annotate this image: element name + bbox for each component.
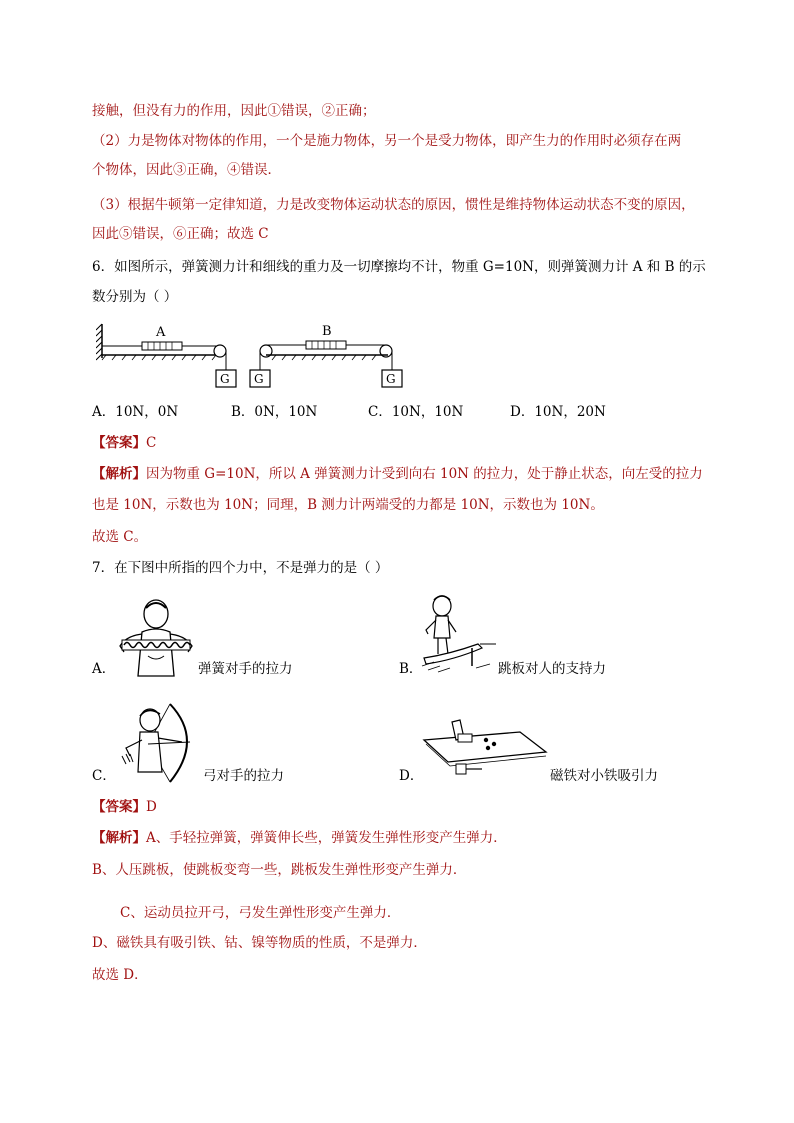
prev-analysis-line-1: 接触，但没有力的作用，因此①错误，②正确；	[92, 103, 376, 119]
weight-g-1: G	[220, 372, 230, 386]
q6-option-a[interactable]: A．10N，0N	[92, 404, 179, 420]
q7-option-b-letter[interactable]: B．	[399, 661, 423, 677]
q7-option-a-caption: 弹簧对手的拉力	[198, 661, 293, 677]
q7-option-c-caption: 弓对手的拉力	[203, 768, 284, 784]
prev-analysis-line-5: 因此⑤错误，⑥正确；故选 C	[92, 226, 269, 242]
q7-option-b-caption: 跳板对人的支持力	[498, 661, 606, 677]
q6-stem-line-1: 6．如图所示，弹簧测力计和细线的重力及一切摩擦均不计，物重 G=10N，则弹簧测力计 A 和 B 的示	[92, 259, 706, 275]
q6-stem-line-2: 数分别为（ ）	[92, 289, 178, 305]
q7-figure-d-magnet	[420, 718, 548, 778]
q7-option-a-letter[interactable]: A．	[92, 661, 116, 677]
q6-option-c[interactable]: C．10N，10N	[368, 404, 464, 420]
q6-answer	[92, 433, 156, 453]
q7-analysis-line-a	[92, 828, 507, 848]
q7-analysis-line-c: C、运动员拉开弓，弓发生弹性形变产生弹力．	[120, 905, 401, 921]
q6-answer-tag: 【答案】	[92, 435, 146, 451]
q6-conclusion: 故选 C。	[92, 529, 148, 545]
q7-analysis-text-a: A、手轻拉弹簧，弹簧伸长些，弹簧发生弹性形变产生弹力．	[146, 830, 507, 846]
q6-analysis-line-1	[92, 464, 703, 484]
q7-figure-a-spring-man	[114, 596, 198, 680]
q7-analysis-line-b: B、人压跳板，使跳板变弯一些，跳板发生弹性形变产生弹力．	[92, 862, 467, 878]
weight-g-2: G	[254, 372, 264, 386]
q6-analysis-tag: 【解析】	[92, 466, 146, 482]
q7-conclusion: 故选 D．	[92, 967, 148, 983]
q6-spring-scale-figure	[96, 318, 416, 390]
prev-analysis-line-2: （2）力是物体对物体的作用，一个是施力物体，另一个是受力物体，即产生力的作用时必须存在两	[92, 133, 682, 149]
q7-answer-tag: 【答案】	[92, 799, 146, 815]
q7-option-c-letter[interactable]: C．	[92, 768, 116, 784]
weight-g-3: G	[386, 372, 396, 386]
q7-option-d-letter[interactable]: D．	[399, 768, 424, 784]
q7-figure-c-archer	[118, 700, 202, 786]
q6-analysis-line-2: 也是 10N，示数也为 10N；同理，B 测力计两端受的力都是 10N，示数也为 10N。	[92, 497, 604, 513]
scale-a-label: A	[156, 325, 166, 340]
q7-option-d-caption: 磁铁对小铁吸引力	[550, 768, 658, 784]
q7-figure-b-diving-board	[420, 592, 498, 674]
q6-option-d[interactable]: D．10N，20N	[510, 404, 606, 420]
prev-analysis-line-4: （3）根据牛顿第一定律知道，力是改变物体运动状态的原因，惯性是维持物体运动状态不变的原因，	[92, 197, 695, 213]
q6-option-b[interactable]: B．0N，10N	[231, 404, 318, 420]
q6-answer-value: C	[146, 435, 157, 451]
q7-answer-value: D	[146, 799, 157, 815]
q7-analysis-line-d: D、磁铁具有吸引铁、钴、镍等物质的性质，不是弹力．	[92, 935, 427, 951]
q6-analysis-text-1: 因为物重 G=10N，所以 A 弹簧测力计受到向右 10N 的拉力，处于静止状态，向左受的拉力	[146, 466, 703, 482]
prev-analysis-line-3: 个物体，因此③正确，④错误．	[92, 162, 281, 178]
q7-stem: 7．在下图中所指的四个力中，不是弹力的是（ ）	[92, 560, 389, 576]
scale-b-label: B	[322, 324, 332, 339]
q7-answer	[92, 797, 157, 817]
q7-analysis-tag: 【解析】	[92, 830, 146, 846]
